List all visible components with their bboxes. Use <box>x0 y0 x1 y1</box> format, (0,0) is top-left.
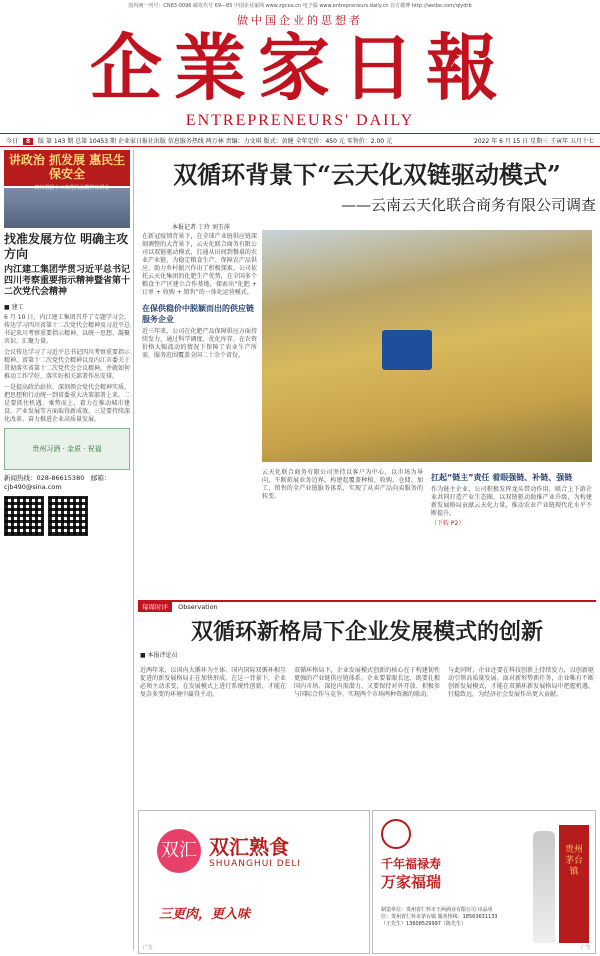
qr-code-icon[interactable] <box>48 496 88 536</box>
contact-info: 新闻热线：028-86615380 邮箱：cjb490@sina.com <box>4 474 111 491</box>
harvest-field-photo <box>262 230 592 462</box>
article2-byline: ■ 本报评论员 <box>140 652 178 659</box>
info-today: 今日 <box>6 137 19 145</box>
article1-left-column <box>142 230 257 360</box>
baijiu-title-2: 万家福瑞 <box>381 873 442 891</box>
left-article-subtitle: 内江建工集团学贯习近平总书记四川考察重要指示精神暨省第十二次党代会精神 <box>4 265 131 297</box>
column-divider <box>133 150 134 950</box>
liquor-bottle-icon <box>533 831 555 943</box>
left-body-2: 会议传达学习了习近平总书记四川考察重要指示精神、省第十二次党代会精神以及内江市委关于贯彻落实省第十二次党代会会议精神，并就如何推动工作学好、落实好相关部署作出安排。 <box>4 349 131 380</box>
article2-columns <box>140 664 594 699</box>
article2-body-1: 近两年来，以国内大循环为主体、国内国际双循环相互促进的新发展格局正在加快形成。在这一背景下，企业必须主动求变，在发展模式上进行系统性创新，才能在复杂多变的环境中赢得主动。 <box>140 667 286 698</box>
article1-subhead-2: 扛起“链主”责任 着眼强链、补链、强链 <box>431 473 573 482</box>
issue-info-bar <box>0 133 600 147</box>
observation-bar <box>138 600 596 614</box>
distillery-logo-icon <box>381 819 411 849</box>
qr-codes <box>4 496 130 536</box>
article2-headline[interactable]: 双循环新格局下企业发展模式的创新 <box>190 619 543 645</box>
shuanghui-pig-logo-icon: 双汇 <box>157 829 201 873</box>
article1-intro: 在新冠疫情背景下，在全球产业链供应链深刻调整的大背景下，云天化联合商务有限公司以双链驱动模式，打通从田间到餐桌的农业产业链，为稳定粮食生产、保障农产品供应、助力乡村振兴作出了积极探索。公司依托云天化集团的化肥生产优势，在全国多个粮食主产区建立合作基地，探索出“化肥 + 订单 + 收购 + 销售”的一体化运营模式。 <box>142 233 257 296</box>
observation-tag-en: Observation <box>178 603 218 611</box>
shuanghui-slogan: 三更肉，更入味 <box>159 907 251 922</box>
masthead-topline: 国内统一刊号：CN83-0096 邮发代号 69—85 中国企业家网 www.zgcea.cn 电子版 www.entrepreneurs.daily.cn 官方微博 http://weibo.com/qiydrb <box>128 2 472 9</box>
observation-tag: 每周时评 <box>138 602 172 612</box>
baijiu-contact: 制造单位：贵州省仁怀市王两酒业有限公司 出品单位：贵州省仁怀市茅台镇 服务热线：18563631133（王先生）13608529997（陈先生） <box>381 907 498 927</box>
article1-body-1b: 近三年来，公司在化肥产品保障供应方面持续发力，通过科学调度、优化库存，在农资价格大幅波动的情况下保障了农业生产所需，服务范围覆盖全国二十余个省份。 <box>142 328 257 359</box>
left-byline: ■ 建工 <box>4 304 24 311</box>
masthead-title: 企業家日報 <box>89 25 510 110</box>
baijiu-title-1: 千年福禄寿 <box>381 857 442 871</box>
gift-box-icon <box>559 825 589 943</box>
left-body-1: 6 月 10 日，内江建工集团召开了专题学习会，传达学习四川省第十二次党代会精神及习近平总书记来川考察重要指示精神，以统一思想、凝聚共识、汇聚力量。 <box>4 314 131 345</box>
left-ad-xijiu[interactable]: 贵州习酒 · 金质 · 祝福 <box>4 428 130 470</box>
masthead-slogan: 做中国企业的思想者 <box>237 14 363 27</box>
baijiu-ad[interactable] <box>372 810 596 954</box>
ad-label: 广告 <box>143 945 154 951</box>
article2-body-3: 与此同时，企业还要在科技创新上持续发力，以创新驱动引领高质量发展。面对新形势新任务，企业唯有不断创新发展模式，才能在双循环新发展格局中把握机遇、行稳致远，为经济社会发展作出更大贡献。 <box>448 667 594 698</box>
harvester-image <box>382 330 432 370</box>
continued-label[interactable]: （下转 P2） <box>431 520 465 527</box>
shuanghui-brand-en: SHUANGHUI DELI <box>209 859 302 869</box>
article1-bottom-columns <box>262 466 592 527</box>
left-column <box>4 150 130 950</box>
info-date: 2022 年 6 月 15 日 星期三 壬寅年 五月十七 <box>474 137 594 145</box>
shuanghui-brand: 双汇熟食 <box>209 835 289 859</box>
article1-headline[interactable]: 双循环背景下“云天化双链驱动模式” <box>173 160 561 189</box>
left-banner <box>4 150 130 191</box>
qr-code-icon[interactable] <box>4 496 44 536</box>
info-issue: 版 第 143 期 总第 10453 期 企业家日报社出版 信息服务热线 两万林 责编：力文琪 版式：黄健 全年定价：450 元 零售价：2.00 元 <box>38 137 393 145</box>
article1-subheadline: ——云南云天化联合商务有限公司调查 <box>340 196 596 214</box>
left-banner-main: 讲政治 抓发展 惠民生 保安全 <box>8 153 126 181</box>
left-body-3: 一是提高政治站位，深刻领会党代会精神实质，把思想和行动统一到省委重大决策部署上来。二是要抓住机遇、乘势而上，着力在推动城市建设、产业发展等方面取得新成效。三是要持续深化改革、奋力推进企业高质量发展。 <box>4 384 131 423</box>
left-article-title[interactable]: 找准发展方位 明确主攻方向 <box>4 232 129 261</box>
gift-box-label: 贵州茅台镇 <box>564 845 583 877</box>
article1-body-2: 云天化联合商务有限公司坚持以客户为中心，以市场为导向，不断拓展业务边界，构建起覆盖种植、收购、仓储、加工、销售的全产业链服务体系，实现了从卖产品向卖服务的转变。 <box>262 469 423 500</box>
shuanghui-ad[interactable] <box>138 810 370 954</box>
article1-byline: 本报记者 丁玲 刘玉萍 <box>172 224 230 231</box>
left-banner-sub: ——四川省第十二次党代会精神宣讲会 <box>24 185 110 191</box>
ad-label: 广告 <box>580 945 591 951</box>
article1-subhead-1: 在保供稳价中脱颖而出的供应链服务企业 <box>142 304 254 324</box>
page-number-badge: 8 <box>23 138 33 145</box>
masthead-title-en: ENTREPRENEURS' DAILY <box>185 112 415 129</box>
article2-body-2: 双循环格局下，企业发展模式创新的核心在于构建韧性更强的产业链供应链体系。企业要着眼长远，既要扎根国内市场、深挖内需潜力，又要保持对外开放、积极参与国际合作与竞争，实现两个市场两种资源的联动。 <box>294 667 440 698</box>
article1-body-3: 作为链主企业，公司积极发挥龙头带动作用，联合上下游企业共同打造产业生态圈，以双链驱动助推产业升级，为构建新发展格局贡献云天化力量，推动农业产业链现代化水平不断提升。 <box>431 486 592 517</box>
